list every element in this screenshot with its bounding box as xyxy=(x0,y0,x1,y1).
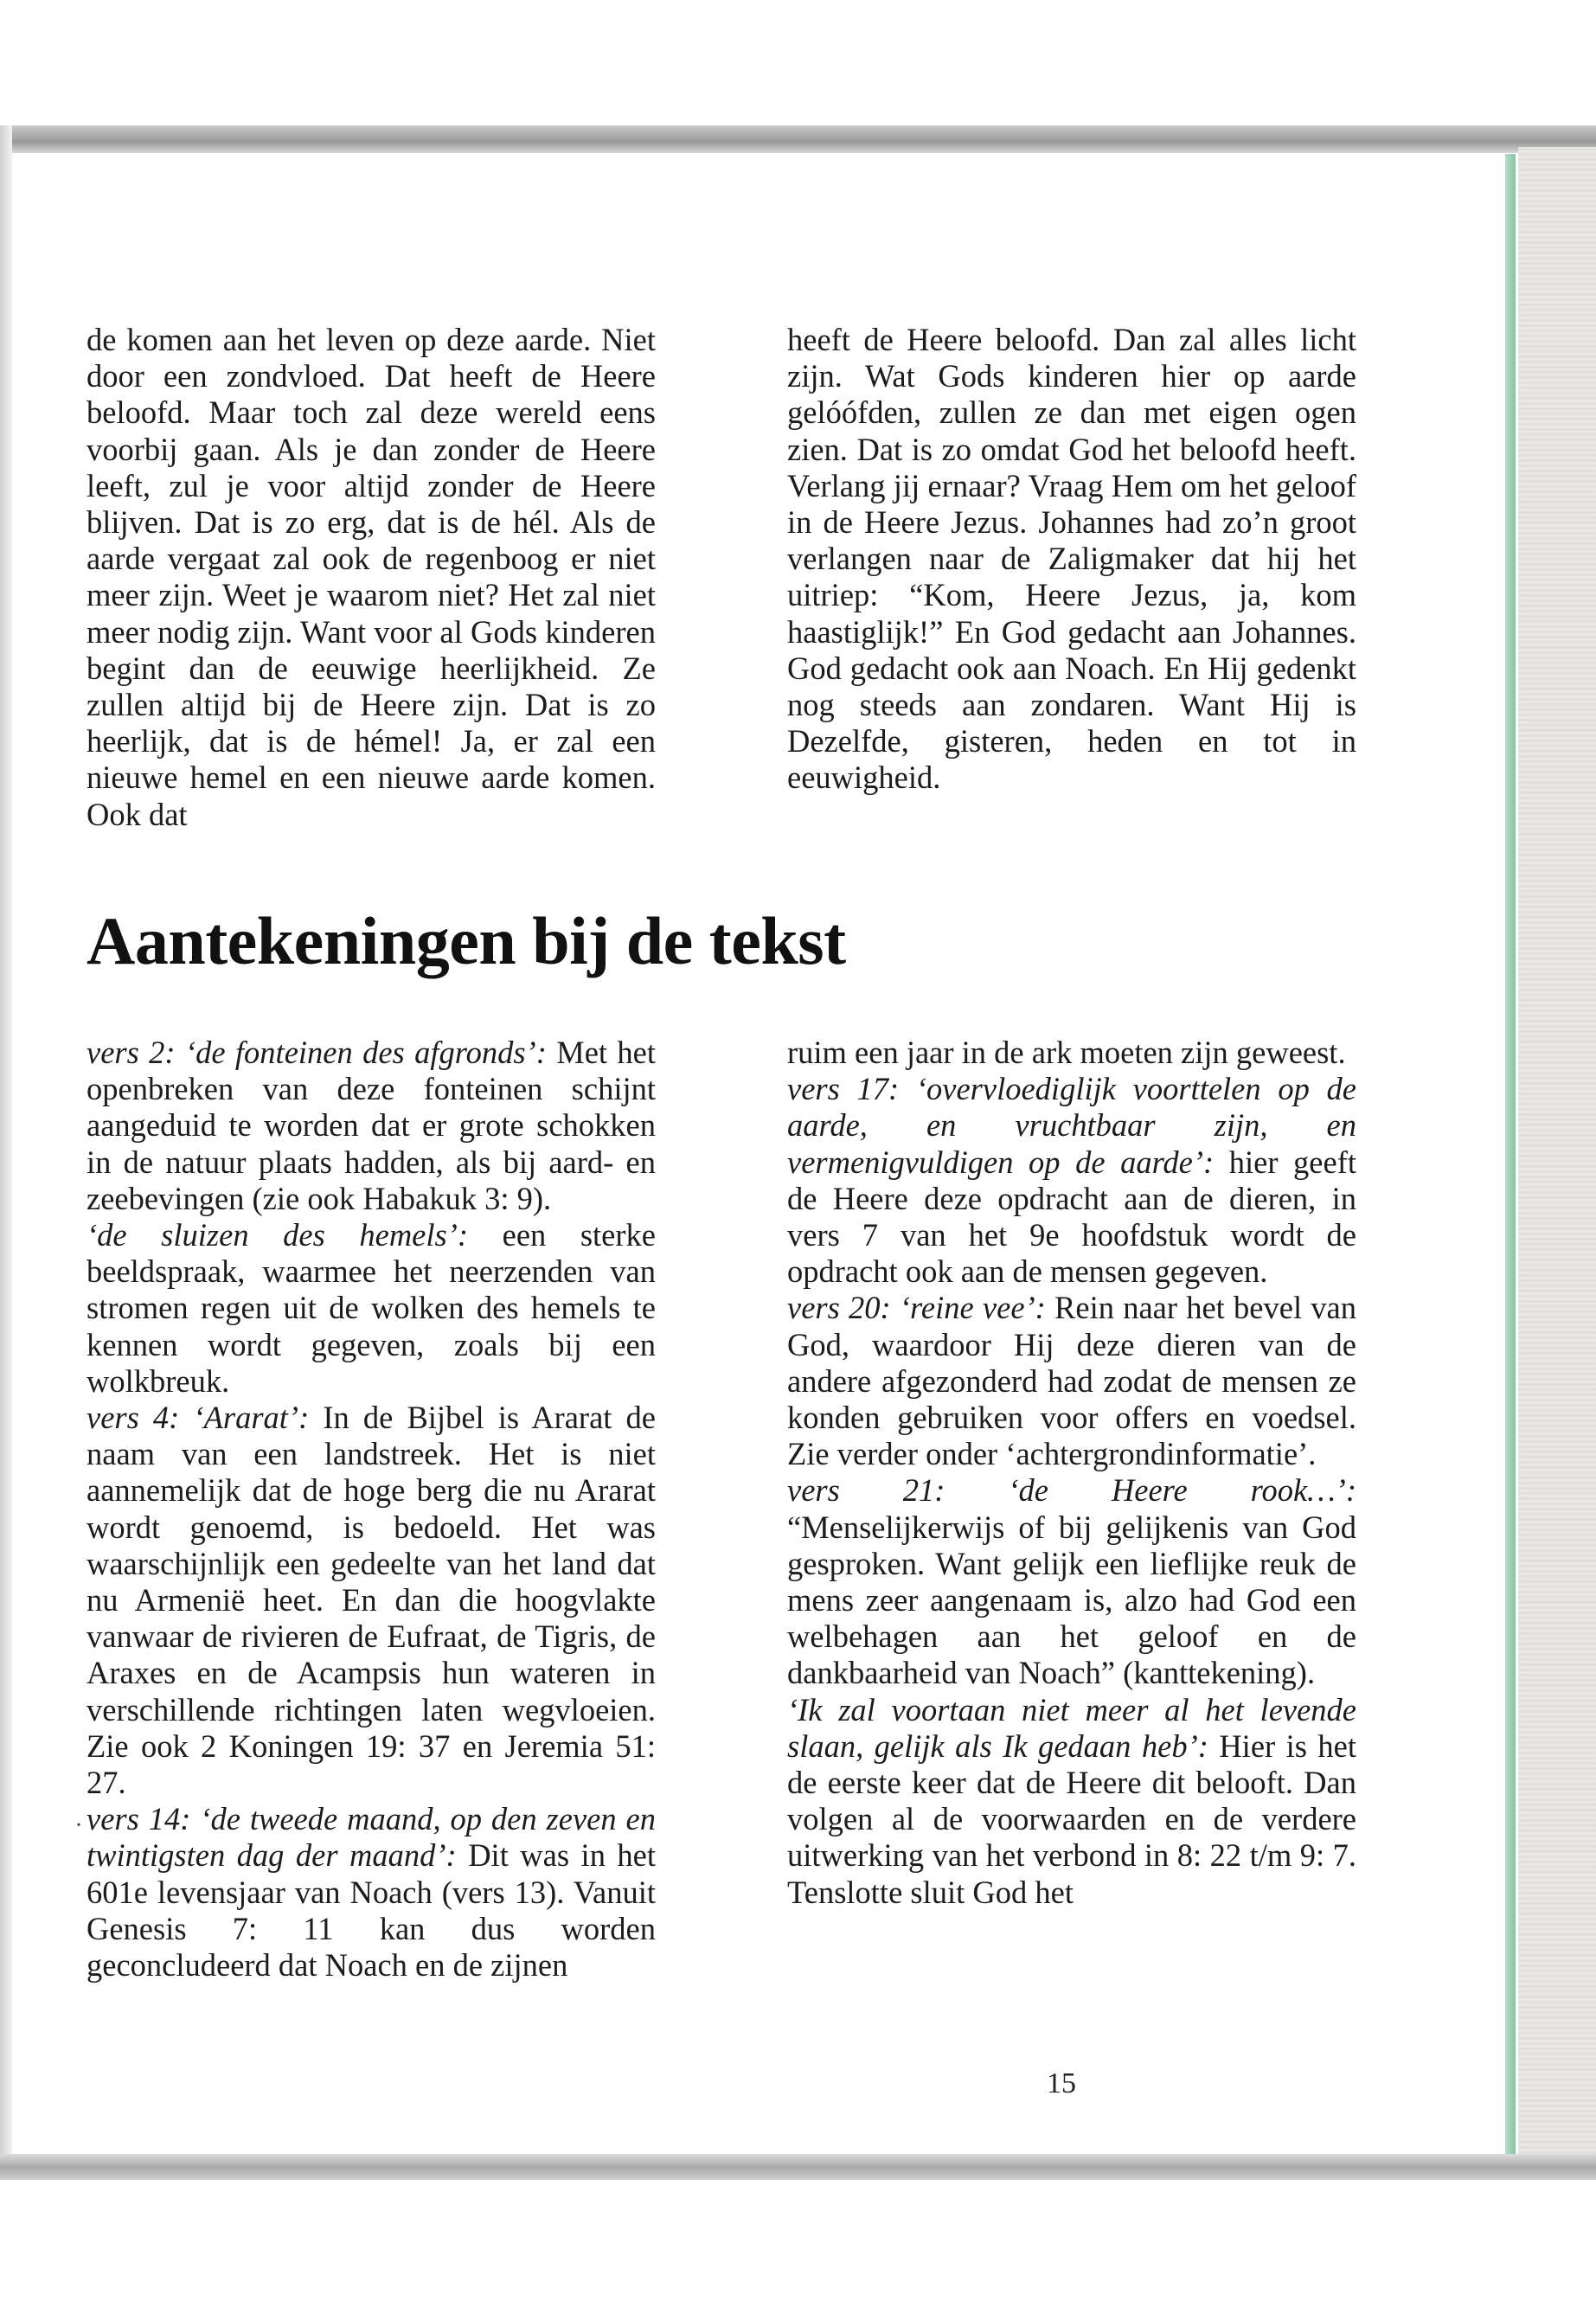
note-vers-20 xyxy=(787,1290,1356,1472)
note-ref: vers 21: ‘de Heere rook…’: xyxy=(787,1472,1356,1509)
note-text: “Menselijkerwijs of bij gelijkenis van God gesproken. Want gelijk een lieflijke reuk de mens zeer aangenaam is, alzo had God een welbehagen aan het geloof en de dankbaarheid van Noach” (kanttekening). xyxy=(787,1509,1356,1691)
note-text: Rein naar het bevel van God, waardoor Hij deze dieren van de andere afgezonderd had zodat de mensen ze konden gebruiken voor offers en voedsel. Zie verder onder ‘achtergrondinformatie’. xyxy=(787,1290,1356,1472)
note-text: In de Bijbel is Ararat de naam van een landstreek. Het is niet aannemelijk dat de hoge berg die nu Ararat wordt genoemd, is bedoeld. Het was waarschijnlijk een gedeelte van het land dat nu Armenië heet. En dan die hoogvlakte vanwaar de rivieren de Eufraat, de Tigris, de Araxes en de Acampsis hun wateren in verschillende richtingen laten wegvloeien. Zie ook 2 Koningen 19: 37 en Jeremia 51: 27. xyxy=(87,1400,656,1801)
note-ref: vers 4: ‘Ararat’: xyxy=(87,1400,310,1436)
note-vers-17 xyxy=(787,1071,1356,1290)
left-top-paragraph: de komen aan het leven op deze aarde. Niet door een zondvloed. Dat heeft de Heere beloofd. Maar toch zal deze wereld eens voorbij gaan. Als je dan zonder de Heere leeft, zul je voor altijd zonder de Heere blijven. Dat is zo erg, dat is de hél. Als de aarde vergaat zal ook de regenboog er niet meer zijn. Weet je waarom niet? Het zal niet meer nodig zijn. Want voor al Gods kinderen begint dan de eeuwige heerlijkheid. Ze zullen altijd bij de Heere zijn. Dat is zo heerlijk, dat is de hémel! Ja, er zal een nieuwe hemel en een nieuwe aarde komen. Ook dat xyxy=(87,322,656,832)
section-heading: Aantekeningen bij de tekst xyxy=(87,903,846,978)
note-ref: vers 17: ‘overvloediglijk voorttelen op de aarde, en vruchtbaar zijn, en vermenigvuldigen op de aarde’: xyxy=(787,1071,1356,1180)
page-edge-green-strip xyxy=(1505,154,1516,2161)
note-ref: vers 14: ‘de tweede maand, op den zeven en twintigsten dag der maand’: xyxy=(87,1801,656,1874)
note-ref: ‘de sluizen des hemels’: xyxy=(87,1217,469,1253)
note-text: Dit was in het 601e levensjaar van Noach (vers 13). Vanuit Genesis 7: 11 kan dus worden geconcludeerd dat Noach en de zijnen xyxy=(87,1837,657,1984)
book-edge-top xyxy=(0,125,1596,153)
page-number: 15 xyxy=(1047,2067,1076,2099)
notes-left-column xyxy=(87,1035,656,1984)
note-sluizen xyxy=(87,1217,656,1400)
book-edge-bottom xyxy=(0,2154,1596,2180)
note-ref: vers 2: ‘de fonteinen des afgronds’: xyxy=(87,1035,547,1070)
note-text: hier geeft de Heere deze opdracht aan de dieren, in vers 7 van het 9e hoofdstuk wordt de opdracht ook aan de mensen gegeven. xyxy=(787,1144,1356,1290)
book-edge-right xyxy=(1518,147,1596,2163)
right-column-top xyxy=(787,322,1356,797)
note-ref: vers 20: ‘reine vee’: xyxy=(787,1290,1046,1326)
note-text: Met het openbreken van deze fonteinen schijnt aangeduid te worden dat er grote schokken in de natuur plaats hadden, als bij aard- en zeebevingen (zie ook Habakuk 3: 9). xyxy=(87,1035,656,1216)
note-vers-4 xyxy=(87,1400,656,1801)
note-vers-21 xyxy=(787,1472,1356,1691)
notes-right-column xyxy=(787,1035,1356,1911)
margin-mark: · xyxy=(74,1811,83,1839)
note-vers-14 xyxy=(87,1801,656,1984)
note-ref: ‘Ik zal voortaan niet meer al het levende slaan, gelijk als Ik gedaan heb’: xyxy=(787,1691,1356,1764)
left-column-top xyxy=(87,322,656,833)
note-ik-zal xyxy=(787,1692,1356,1911)
note-continuation: ruim een jaar in de ark moeten zijn geweest. xyxy=(787,1035,1346,1070)
book-edge-left xyxy=(0,125,12,2180)
note-vers-2 xyxy=(87,1035,656,1217)
right-top-paragraph: heeft de Heere beloofd. Dan zal alles licht zijn. Wat Gods kinderen hier op aarde gelóófden, zullen ze dan met eigen ogen zien. Dat is zo omdat God het beloofd heeft. Verlang jij ernaar? Vraag Hem om het geloof in de Heere Jezus. Johannes had zo’n groot verlangen naar de Zaligmaker dat hij het uitriep: “Kom, Heere Jezus, ja, kom haastiglijk!” En God gedacht aan Johannes. God gedacht ook aan Noach. En Hij gedenkt nog steeds aan zondaren. Want Hij is Dezelfde, gisteren, heden en tot in eeuwigheid. xyxy=(787,322,1356,796)
note-text: een sterke beeldspraak, waarmee het neerzenden van stromen regen uit de wolken des hemels te kennen wordt gegeven, zoals bij een wolkbreuk. xyxy=(87,1217,656,1399)
note-text: Hier is het de eerste keer dat de Heere dit belooft. Dan volgen al de voorwaarden en de verdere uitwerking van het verbond in 8: 22 t/m 9: 7. Tenslotte sluit God het xyxy=(787,1727,1356,1910)
